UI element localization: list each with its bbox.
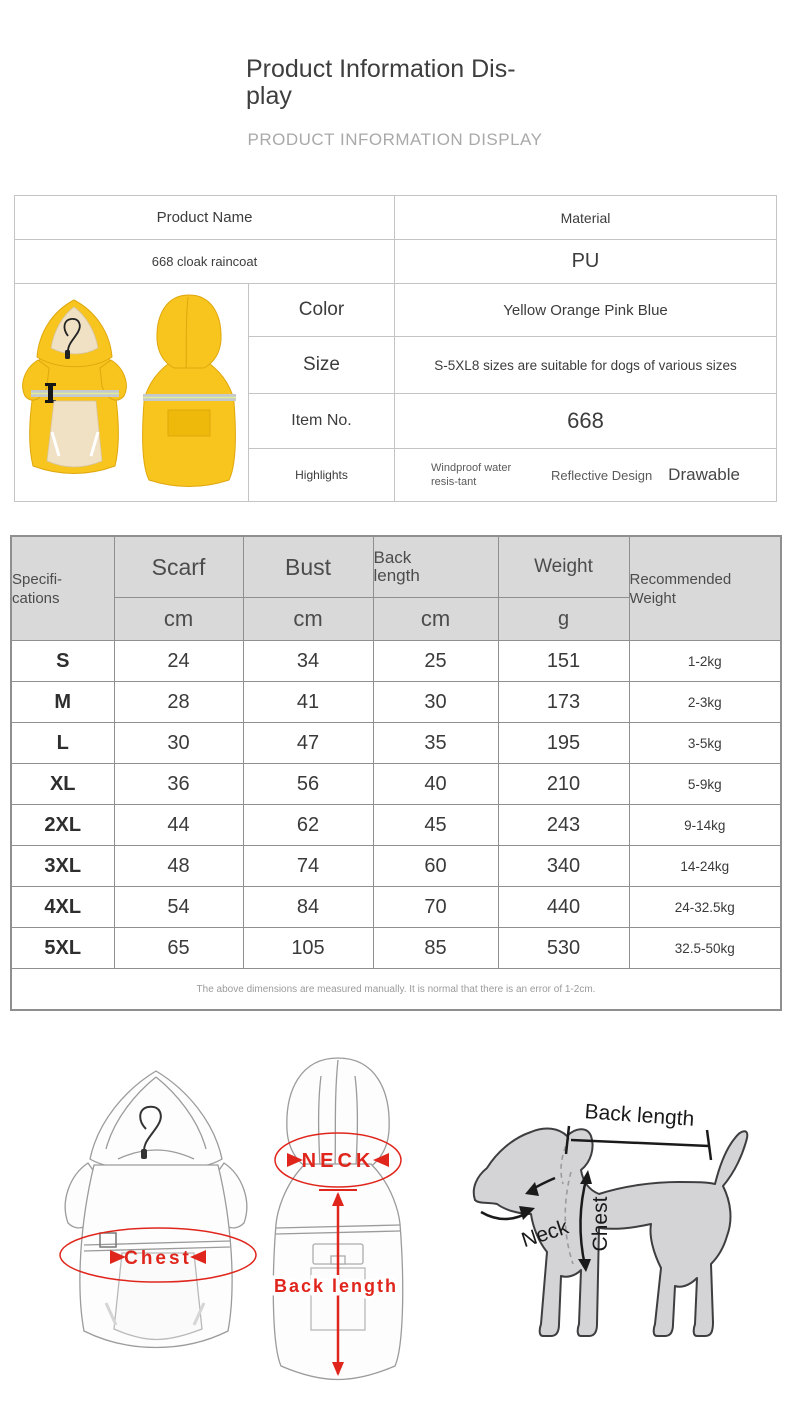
spec-cell-back: 40 xyxy=(373,764,498,805)
spec-row xyxy=(11,846,781,887)
recommended-line1: Recommended xyxy=(629,570,732,588)
highlight-item: Reflective Design xyxy=(551,467,653,483)
product-name-value: 668 cloak raincoat xyxy=(15,240,395,284)
bust-header: Bust xyxy=(243,536,373,598)
highlights-list xyxy=(395,461,776,490)
spec-cell-weight: 530 xyxy=(498,928,629,969)
spec-cell-back: 25 xyxy=(373,641,498,682)
spec-cell-size: L xyxy=(11,723,114,764)
spec-cell-scarf: 44 xyxy=(114,805,243,846)
spec-cell-scarf: 24 xyxy=(114,641,243,682)
spec-cell-weight: 243 xyxy=(498,805,629,846)
spec-cell-weight: 440 xyxy=(498,887,629,928)
item-no-value: 668 xyxy=(395,394,777,449)
spec-cell-bust: 34 xyxy=(243,641,373,682)
highlight-item: Windproof water resis-tant xyxy=(431,461,512,488)
spec-cell-weight: 151 xyxy=(498,641,629,682)
coat-front-diagram xyxy=(48,1063,266,1375)
coat-back-diagram xyxy=(243,1048,433,1400)
unit-scarf: cm xyxy=(114,598,243,641)
dog-diagram xyxy=(425,1072,755,1372)
spec-cell-bust: 105 xyxy=(243,928,373,969)
spec-cell-bust: 74 xyxy=(243,846,373,887)
spec-cell-back: 85 xyxy=(373,928,498,969)
product-photo-cell xyxy=(15,284,249,502)
page-title-line2: play xyxy=(246,82,292,110)
spec-cell-rec: 24-32.5kg xyxy=(629,887,781,928)
spec-cell-scarf: 65 xyxy=(114,928,243,969)
measurement-note: The above dimensions are measured manually. It is normal that there is an error of 1-2cm. xyxy=(11,969,781,1011)
spec-cell-bust: 41 xyxy=(243,682,373,723)
dog-chest-label: Chest xyxy=(589,1196,612,1252)
size-label: Size xyxy=(249,337,395,394)
raincoat-back-hood xyxy=(156,295,220,368)
spec-cell-weight: 195 xyxy=(498,723,629,764)
highlights-label: Highlights xyxy=(249,449,395,502)
color-label: Color xyxy=(249,284,395,337)
spec-cell-size: S xyxy=(11,641,114,682)
raincoat-front-belly-panel xyxy=(47,401,102,467)
spec-cell-weight: 173 xyxy=(498,682,629,723)
spec-row xyxy=(11,887,781,928)
neck-annotation: NECK xyxy=(301,1150,375,1172)
spec-cell-size: XL xyxy=(11,764,114,805)
spec-cell-size: 2XL xyxy=(11,805,114,846)
spec-cell-rec: 14-24kg xyxy=(629,846,781,887)
back-length-annotation: Back length xyxy=(273,1276,399,1296)
spec-cell-bust: 62 xyxy=(243,805,373,846)
scarf-header: Scarf xyxy=(114,536,243,598)
spec-row xyxy=(11,928,781,969)
spec-cell-weight: 210 xyxy=(498,764,629,805)
size-value: S-5XL8 sizes are suitable for dogs of various sizes xyxy=(395,337,777,394)
spec-cell-rec: 1-2kg xyxy=(629,641,781,682)
highlight-item: Drawable xyxy=(668,465,740,484)
spec-cell-back: 30 xyxy=(373,682,498,723)
weight-header: Weight xyxy=(498,536,629,598)
page-subtitle: PRODUCT INFORMATION DISPLAY xyxy=(247,130,543,149)
spec-cell-scarf: 36 xyxy=(114,764,243,805)
spec-row xyxy=(11,764,781,805)
material-value: PU xyxy=(395,240,777,284)
spec-cell-scarf: 54 xyxy=(114,887,243,928)
size-spec-table xyxy=(10,535,782,1011)
spec-cell-back: 45 xyxy=(373,805,498,846)
spec-cell-back: 60 xyxy=(373,846,498,887)
buckle xyxy=(48,384,53,402)
product-info-table xyxy=(14,195,777,502)
spec-row xyxy=(11,641,781,682)
spec-cell-weight: 340 xyxy=(498,846,629,887)
material-header: Material xyxy=(395,196,777,240)
spec-cell-rec: 32.5-50kg xyxy=(629,928,781,969)
spec-header-row xyxy=(11,536,781,598)
recommended-weight-header xyxy=(629,536,781,641)
unit-weight: g xyxy=(498,598,629,641)
spec-cell-rec: 3-5kg xyxy=(629,723,781,764)
chest-annotation: Chest xyxy=(124,1248,192,1269)
spec-cell-rec: 2-3kg xyxy=(629,682,781,723)
spec-cell-back: 70 xyxy=(373,887,498,928)
highlights-value xyxy=(395,449,777,502)
recommended-line2: Weight xyxy=(629,589,676,607)
table-row xyxy=(15,284,777,337)
coat-front-hood xyxy=(90,1071,222,1171)
color-value: Yellow Orange Pink Blue xyxy=(395,284,777,337)
table-row xyxy=(15,240,777,284)
spec-cell-scarf: 28 xyxy=(114,682,243,723)
specifications-line2: cations xyxy=(12,589,60,607)
item-no-label: Item No. xyxy=(249,394,395,449)
spec-note-row xyxy=(11,969,781,1011)
spec-cell-bust: 84 xyxy=(243,887,373,928)
spec-cell-bust: 47 xyxy=(243,723,373,764)
table-row xyxy=(15,196,777,240)
back-pocket xyxy=(168,410,210,436)
spec-row xyxy=(11,682,781,723)
unit-back: cm xyxy=(373,598,498,641)
drawstring-toggle xyxy=(65,350,70,359)
back-length-line1: Back xyxy=(373,548,412,567)
spec-cell-bust: 56 xyxy=(243,764,373,805)
page-title xyxy=(246,56,546,110)
spec-row xyxy=(11,723,781,764)
product-photo-raincoats xyxy=(16,284,248,496)
spec-cell-size: 3XL xyxy=(11,846,114,887)
drawstring-toggle xyxy=(141,1149,147,1159)
spec-cell-rec: 9-14kg xyxy=(629,805,781,846)
spec-cell-scarf: 48 xyxy=(114,846,243,887)
buckle-top xyxy=(45,383,56,386)
spec-cell-size: M xyxy=(11,682,114,723)
back-length-header xyxy=(373,536,498,598)
spec-cell-rec: 5-9kg xyxy=(629,764,781,805)
spec-cell-scarf: 30 xyxy=(114,723,243,764)
spec-cell-back: 35 xyxy=(373,723,498,764)
page-title-line1: Product Information Dis- xyxy=(246,55,516,83)
unit-bust: cm xyxy=(243,598,373,641)
spec-cell-size: 4XL xyxy=(11,887,114,928)
specifications-line1: Specifi- xyxy=(12,570,63,588)
specifications-header xyxy=(11,536,114,641)
product-name-header: Product Name xyxy=(15,196,395,240)
dog-neck-label: Neck xyxy=(518,1215,572,1253)
spec-row xyxy=(11,805,781,846)
spec-cell-size: 5XL xyxy=(11,928,114,969)
dog-back-length-label: Back length xyxy=(583,1100,695,1131)
back-length-line2: length xyxy=(373,566,420,585)
